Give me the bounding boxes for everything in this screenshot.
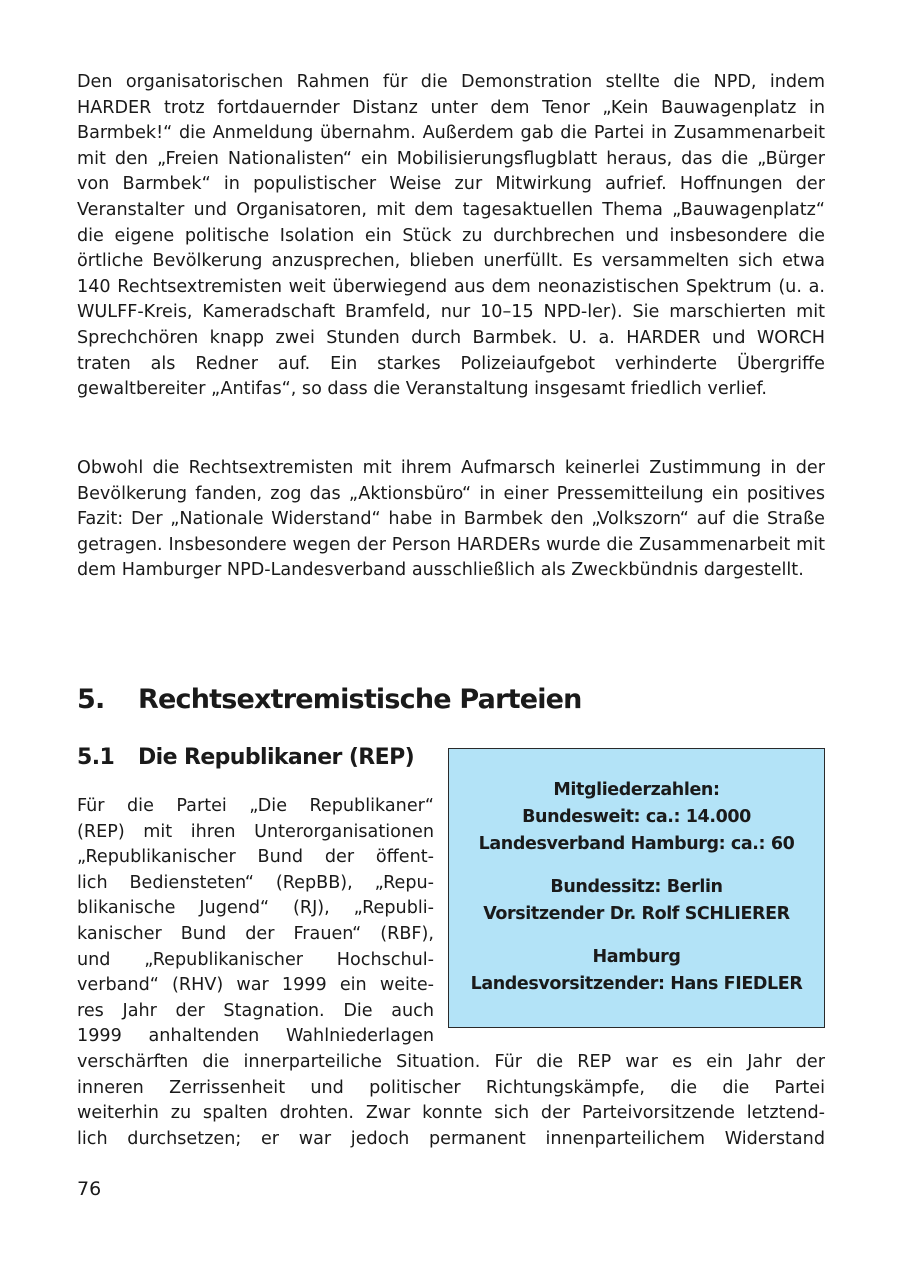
federal-seat: Bundessitz: Berlin — [550, 877, 723, 897]
hamburg-heading: Hamburg — [592, 947, 681, 967]
republikaner-body-continued — [77, 1050, 825, 1152]
section-title: Rechtsextremistische Parteien — [138, 684, 582, 715]
section-number: 5. — [77, 684, 105, 715]
section-heading — [77, 682, 825, 718]
text-line: kanischer Bund der Frauen“ (RBF), — [77, 923, 434, 944]
paragraph-demonstration: Den organisatorischen Rahmen für die Demonstration stellte die NPD, indem HARDER trotz fortdauernder Distanz unter dem Tenor „Kein Bauwagenplatz in Barmbek!“ die Anmeldung übernahm. Außerdem gab die Partei in Zusammenarbeit mit den „Freien Nationalisten“ ein Mobilisierungsflugblatt heraus, das die „Bürger von Barmbek“ in populistischer Weise zur Mitwirkung aufrief. Hoffnungen der Veranstalter und Organisatoren, mit dem tagesaktuellen Thema „Bauwagenplatz“ die eigene politische Isolation ein Stück zu durchbrechen und insbesondere die örtliche Bevölkerung anzusprechen, blieben unerfüllt. Es versammelten sich etwa 140 Rechtsextremisten weit überwiegend aus dem neonazistischen Spektrum (u. a. WULFF-Kreis, Kameradschaft Bramfeld, nur 10–15 NPD-ler). Sie marschierten mit Sprechchören knapp zwei Stunden durch Barmbek. U. a. HARDER und WORCH traten als Redner auf. Ein starkes Polizeiaufgebot verhinderte Übergriffe gewaltbereiter „Antifas“, so dass die Veranstaltung insgesamt friedlich verlief. — [77, 72, 825, 400]
text-line: inneren Zerrissenheit und politischer Richtungskämpfe, die die Partei — [77, 1077, 825, 1098]
republikaner-intro-column — [77, 794, 434, 1050]
federal-chair: Vorsitzender Dr. Rolf SCHLIERER — [483, 904, 790, 924]
text-line: blikanische Jugend“ (RJ), „Republi- — [77, 898, 434, 919]
federal-group — [449, 874, 824, 928]
text-line: verband“ (RHV) war 1999 ein weite- — [77, 975, 434, 996]
party-info-box — [448, 748, 825, 1028]
members-heading: Mitgliederzahlen: — [553, 780, 720, 800]
members-hamburg: Landesverband Hamburg: ca.: 60 — [478, 834, 795, 854]
text-line: „Republikanischer Bund der öffent- — [77, 847, 434, 868]
text-line: (REP) mit ihren Unterorganisationen — [77, 821, 434, 842]
page-number: 76 — [77, 1178, 102, 1200]
subsection-number: 5.1 — [77, 745, 115, 770]
members-federal: Bundesweit: ca.: 14.000 — [522, 807, 751, 827]
text-line: lich Bediensteten“ (RepBB), „Repu- — [77, 872, 434, 893]
paragraph-press-release: Obwohl die Rechtsextremisten mit ihrem Aufmarsch keinerlei Zustimmung in der Bevölkerung fanden, zog das „Aktionsbüro“ in einer Pressemitteilung ein positives Fazit: Der „Nationale Widerstand“ habe in Barmbek den „Volkszorn“ auf die Straße getragen. Insbesondere wegen der Person HARDERs wurde die Zusammenarbeit mit dem Hamburger NPD-Landesverband ausschließlich als Zweckbündnis dargestellt. — [77, 458, 825, 581]
hamburg-chair: Landesvorsitzender: Hans FIEDLER — [470, 974, 803, 994]
text-line: res Jahr der Stagnation. Die auch — [77, 1000, 434, 1021]
subsection-title: Die Republikaner (REP) — [138, 745, 415, 770]
members-group — [449, 777, 824, 858]
subsection-heading — [77, 742, 437, 774]
hamburg-group — [449, 944, 824, 998]
text-line: lich durchsetzen; er war jedoch permanent innenparteilichem Widerstand — [77, 1128, 825, 1149]
text-line: Für die Partei „Die Republikaner“ — [77, 796, 434, 816]
text-line: weiterhin zu spalten drohten. Zwar konnte sich der Parteivorsitzende letztend- — [77, 1103, 825, 1124]
text-line: 1999 anhaltenden Wahlniederlagen — [77, 1026, 434, 1047]
text-line: verschärften die innerparteiliche Situation. Für die REP war es ein Jahr der — [77, 1052, 825, 1072]
text-line: und „Republikanischer Hochschul- — [77, 949, 434, 970]
